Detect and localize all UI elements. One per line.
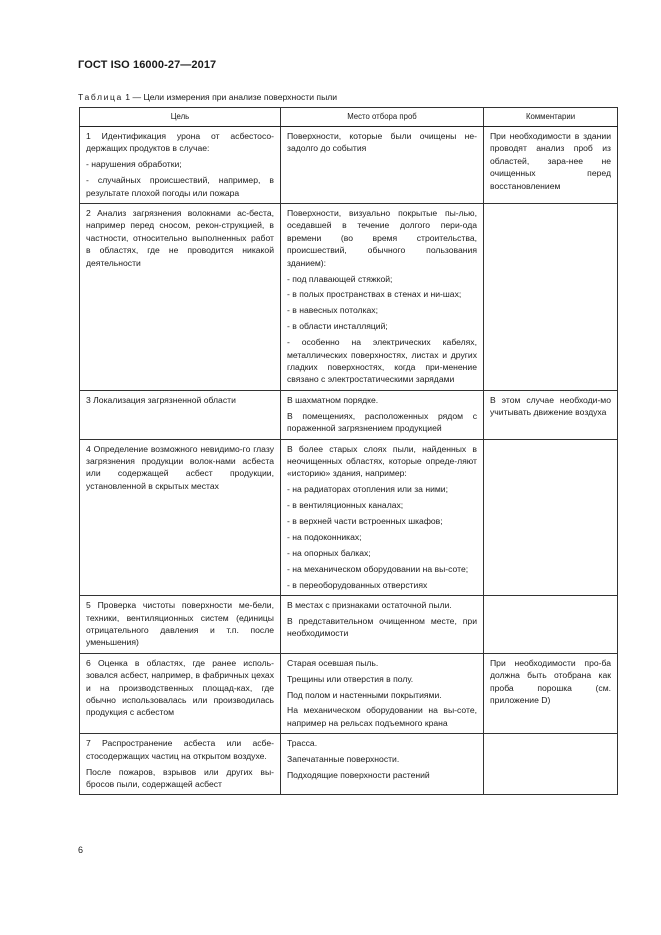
comment-cell — [484, 653, 618, 734]
table-header-row — [80, 108, 618, 127]
place-cell — [281, 734, 484, 795]
goal-cell — [80, 734, 281, 795]
place-cell — [281, 390, 484, 439]
column-header-goal: Цель — [80, 108, 281, 127]
cell-paragraph: 6 Оценка в областях, где ранее исполь-зовался асбест, например, в фабричных цехах и на производственных площад-ках, где обычно использовалась или производилась продукция с асбестом — [86, 657, 274, 718]
goal-cell — [80, 127, 281, 204]
comment-cell — [484, 390, 618, 439]
cell-paragraph: - нарушения обработки; — [86, 159, 182, 170]
cell-paragraph: В более старых слоях пыли, найденных в неочищенных областях, которые опреде-ляют «историю» здания, например: — [287, 443, 477, 479]
table-caption — [78, 92, 337, 102]
cell-paragraph: При необходимости в здании проводят анализ проб из областей, зара-нее не очищенных перед восстановлением — [490, 131, 611, 191]
cell-paragraph: 1 Идентификация урона от асбестосо-держащих продуктов в случае: — [86, 131, 274, 154]
goal-cell — [80, 204, 281, 391]
cell-paragraph: - в полых пространствах в стенах и ни-шах; — [287, 289, 462, 300]
comment-cell — [484, 439, 618, 596]
goal-cell — [80, 390, 281, 439]
cell-paragraph: - случайных происшествий, например, в результате плохой погоды или пожара — [86, 175, 274, 198]
place-cell — [281, 653, 484, 734]
cell-paragraph: После пожаров, взрывов или других вы-бросов пыли, содержащей асбест — [86, 766, 274, 789]
cell-paragraph: 5 Проверка чистоты поверхности ме-бели, техники, вентиляционных систем (единицы отрицательного давления и т.п. после уменьшения) — [86, 600, 274, 648]
cell-paragraph: 4 Определение возможного невидимо-го глазу загрязнения продукции волок-нами асбеста или содержащей асбест продукции, установленной в скрытых местах — [86, 443, 274, 491]
cell-paragraph: - в верхней части встроенных шкафов; — [287, 516, 443, 527]
comment-cell — [484, 596, 618, 654]
goal-cell — [80, 596, 281, 654]
table-row — [80, 596, 618, 654]
place-cell — [281, 596, 484, 654]
table-caption-text: 1 — Цели измерения при анализе поверхности пыли — [122, 92, 338, 102]
goal-cell — [80, 439, 281, 596]
cell-paragraph: Трещины или отверстия в полу. — [287, 673, 414, 684]
table-caption-prefix: Таблица — [78, 92, 123, 102]
cell-paragraph: 3 Локализация загрязненной области — [86, 394, 236, 405]
cell-paragraph: - под плавающей стяжкой; — [287, 273, 393, 284]
place-cell — [281, 439, 484, 596]
comment-cell — [484, 127, 618, 204]
cell-paragraph: - на механическом оборудовании на вы-соте; — [287, 563, 469, 574]
place-cell — [281, 127, 484, 204]
place-cell — [281, 204, 484, 391]
cell-paragraph: В представительном очищенном месте, при необходимости — [287, 616, 477, 639]
cell-paragraph: Трасса. — [287, 738, 318, 749]
cell-paragraph: - на подоконниках; — [287, 531, 362, 542]
table-row — [80, 127, 618, 204]
cell-paragraph: В помещениях, расположенных рядом с пораженной загрязнением продукцией — [287, 410, 477, 434]
comment-cell — [484, 204, 618, 391]
page-number: 6 — [78, 845, 84, 855]
cell-paragraph: В шахматном порядке. — [287, 394, 379, 405]
cell-paragraph: В этом случае необходи-мо учитывать движение воздуха — [490, 394, 611, 418]
cell-paragraph: Старая осевшая пыль. — [287, 657, 379, 668]
cell-paragraph: - в переоборудованных отверстиях — [287, 579, 428, 590]
column-header-comment: Комментарии — [484, 108, 618, 127]
cell-paragraph: 7 Распространение асбеста или асбе-стосодержащих частиц на открытом воздухе. — [86, 738, 274, 761]
comment-cell — [484, 734, 618, 795]
cell-paragraph: - в навесных потолках; — [287, 305, 378, 316]
goal-cell — [80, 653, 281, 734]
cell-paragraph: - в вентиляционных каналах; — [287, 500, 404, 511]
cell-paragraph: Под полом и настенными покрытиями. — [287, 689, 442, 700]
table-row — [80, 653, 618, 734]
cell-paragraph: На механическом оборудовании на вы-соте, например на рельсах подъемного крана — [287, 705, 477, 728]
table-row — [80, 390, 618, 439]
table-body — [80, 127, 618, 795]
cell-paragraph: - особенно на электрических кабелях, металлических поверхностях, листах и других гладких поверхностях, когда при-менение связано с электростатическими зарядами — [287, 337, 477, 385]
cell-paragraph: 2 Анализ загрязнения волокнами ас-беста, например перед сносом, рекон-струкцией, в частности, относительно выполненных работ в областях, где не проводится никакой деятельности — [86, 208, 274, 268]
goals-table — [79, 107, 618, 795]
cell-paragraph: Подходящие поверхности растений — [287, 770, 430, 781]
table-row — [80, 439, 618, 596]
cell-paragraph: Поверхности, которые были очищены не-задолго до события — [287, 131, 477, 154]
document-header: ГОСТ ISO 16000-27—2017 — [78, 59, 217, 71]
column-header-place: Место отбора проб — [281, 108, 484, 127]
cell-paragraph: В местах с признаками остаточной пыли. — [287, 600, 452, 611]
cell-paragraph: - на опорных балках; — [287, 547, 371, 558]
cell-paragraph: - в области инсталляций; — [287, 321, 388, 332]
cell-paragraph: При необходимости про-ба должна быть отобрана как проба порошка (см. приложение D) — [490, 657, 611, 705]
cell-paragraph: - на радиаторах отопления или за ними; — [287, 484, 448, 495]
cell-paragraph: Запечатанные поверхности. — [287, 754, 400, 765]
cell-paragraph: Поверхности, визуально покрытые пы-лью, оседавшей в течение долгого пери-ода времени (во время строительства, происшествий, обычного пользования зданием): — [287, 208, 477, 268]
table-row — [80, 734, 618, 795]
table-row — [80, 204, 618, 391]
